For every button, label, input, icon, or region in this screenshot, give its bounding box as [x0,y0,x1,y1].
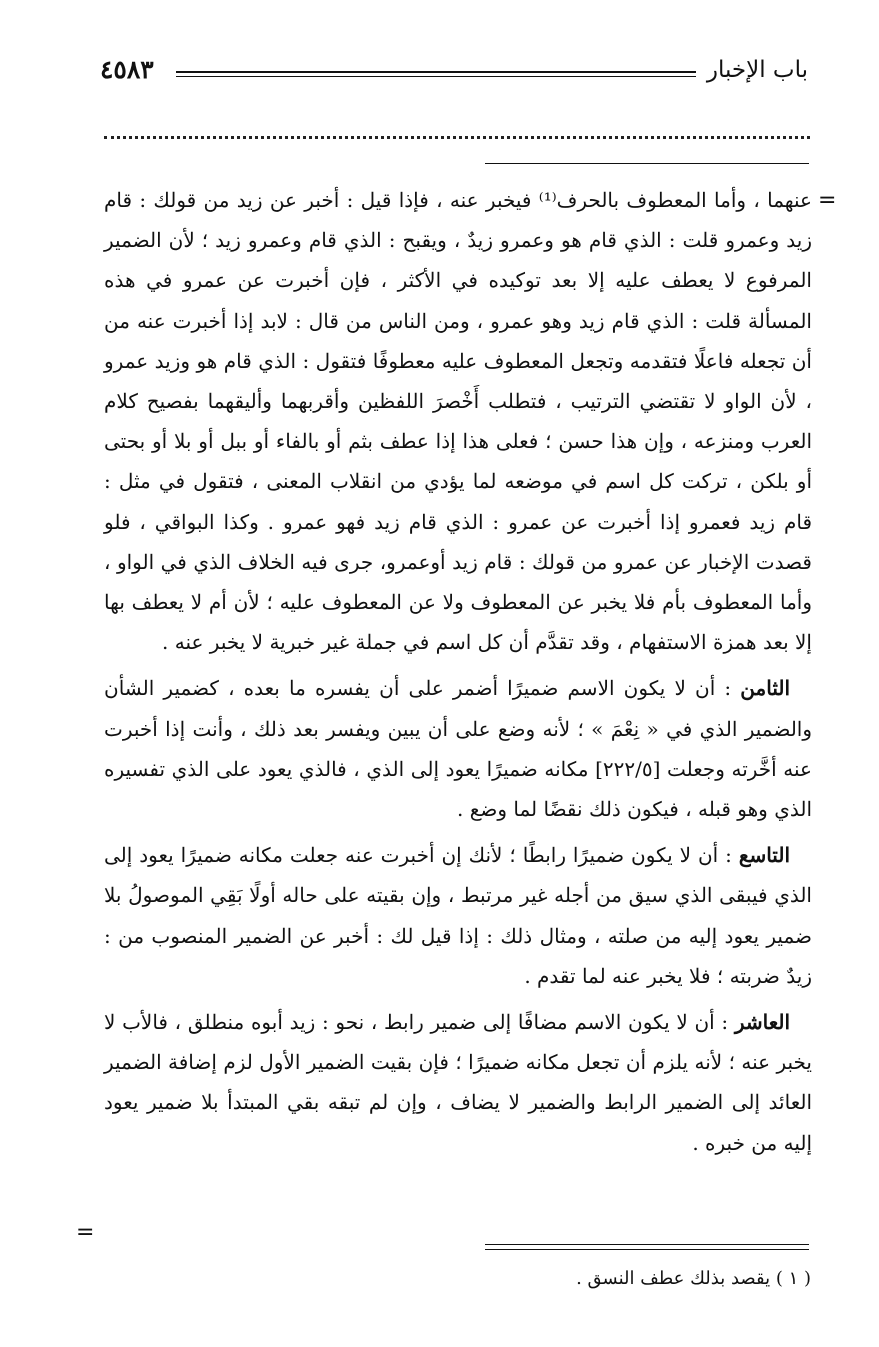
header-rule [176,71,696,73]
chapter-title: باب الإخبار [706,57,808,83]
paragraph-1: عنهما ، وأما المعطوف بالحرف⁽¹⁾ فيخبر عنه ، فإذا قيل : أخبر عن زيد من قولك : قام زيد وعمرو قلت : الذي قام هو وعمرو زيدٌ ، ويقبح : الذي قام وعمرو زيد ؛ لأن الضمير المرفوع لا يعطف عليه إلا بعد توكيده في الأكثر ، فإن أخبرت عن عمرو في هذه المسألة قلت : الذي قام زيد وهو عمرو ، ومن الناس من قال : لابد إذا أخبرت عنه من أن تجعله فاعلًا فتقدمه وتجعل المعطوف عليه معطوفًا فتقول : الذي قام هو وزيد عمرو ، لأن الواو لا تقتضي الترتيب ، فتطلب أَخْصرَ اللفظين وأقربهما وأليقهما بفصيح كلام العرب ومنزعه ، وإن هذا حسن ؛ فعلى هذا إذا عطف بثم أو بالفاء أو ببل أو بلا أو بحتى أو بلكن ، تركت كل اسم في موضعه لما يؤدي من انقلاب المعنى ، فتقول في مثل : قام زيد فعمرو إذا أخبرت عن عمرو : الذي قام زيد فهو عمرو . وكذا البواقي ، فلو قصدت الإخبار عن عمرو من قولك : قام زيد أوعمرو، جرى فيه الخلاف الذي في الواو ، وأما المعطوف بأم فلا يخبر عن المعطوف ولا عن المعطوف عليه ؛ لأن أم لا يعطف بها إلا بعد همزة الاستفهام ، وقد تقدَّم أن كل اسم في جملة غير خبرية لا يخبر عنه . [104,188,813,655]
footnote-rule [485,1244,809,1245]
dotted-separator [104,136,810,139]
main-text [104,180,812,1163]
header-rule-thin [176,76,696,77]
section-rule [485,163,809,164]
page-header [100,55,808,95]
paragraph-3-text: : أن لا يكون ضميرًا رابطًا ؛ لأنك إن أخبرت عنه جعلت مكانه ضميرًا يعود إلى الذي فيبقى الذي سيق من أجله غير مرتبط ، وإن بقيته على حاله أولًا بَقِي الموصولُ بلا ضمير يعود إليه من صلته ، ومثال ذلك : إذا قيل لك : أخبر عن الضمير المنصوب من : زيدٌ ضربته ؛ فلا يخبر عنه لما تقدم . [104,843,812,988]
paragraph-3 [104,835,812,996]
footnote: ( ١ ) يقصد بذلك عطف النسق . [576,1268,811,1289]
paragraph-2-term: الثامن [740,676,790,701]
paragraph-2 [104,668,812,829]
paragraph-3-term: التاسع [738,843,790,868]
paragraph-4 [104,1002,812,1163]
paragraph-2-text: : أن لا يكون الاسم ضميرًا أضمر على أن يفسره ما بعده ، كضمير الشأن والضمير الذي في « نِعْمَ » ؛ لأنه وضع على أن يبين ويفسر بعد ذلك ، وأنت إذا أخبرت عنه أخَّرته وجعلت [٢٢٢/٥] مكانه ضميرًا يعود إلى الذي ، فالذي يعود على الذي تفسيره الذي وهو قبله ، فيكون ذلك نقضًا لما وضع . [104,676,812,822]
page-number: ٤٥٨٣ [100,55,154,84]
continuation-mark-bottom: = [76,1220,95,1245]
continuation-mark-top: = [818,188,837,213]
paragraph-4-term: العاشر [734,1010,790,1035]
footnote-rule-second [485,1249,809,1250]
paragraph-4-text: : أن لا يكون الاسم مضافًا إلى ضمير رابط ، نحو : زيد أبوه منطلق ، فالأب لا يخبر عنه ؛ لأنه يلزم أن تجعل مكانه ضميرًا ؛ فإن بقيت الضمير الأول لزم إضافة الضمير العائد إلى الضمير الرابط والضمير لا يضاف ، وإن لم تبقه بقي المبتدأ بلا ضمير يعود إليه من خبره . [104,1010,812,1155]
